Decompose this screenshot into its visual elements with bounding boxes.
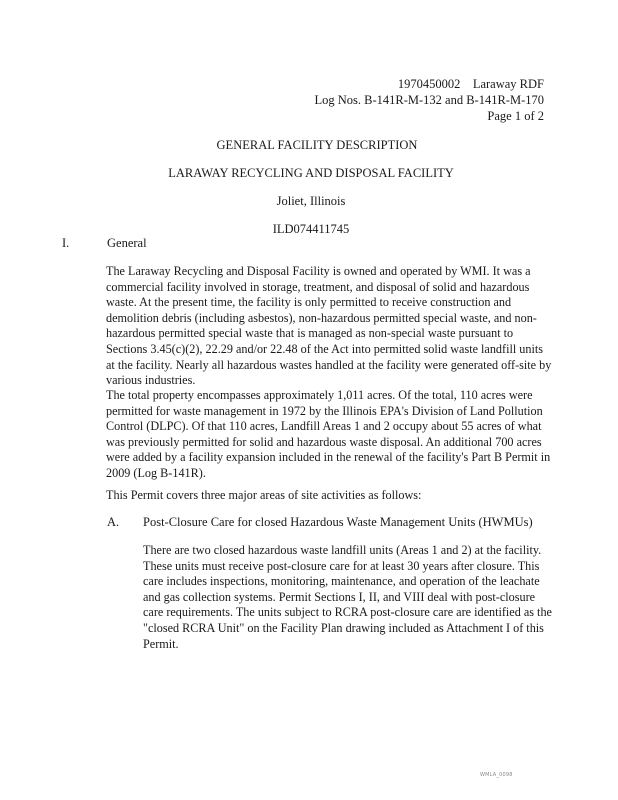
- paragraph-general-2: The total property encompasses approximately 1,011 acres. Of the total, 110 acres were permitted for waste management in 1972 by the Illinois EPA's Division of Land Pollution Control (DLPC). Of that 110 acres, Landfill Areas 1 and 2 occupy about 55 acres of what was previously permitted for solid and hazardous waste disposal. An additional 700 acres were added by a facility expansion included in the renewal of the facility's Part B Permit in 2009 (Log B-141R).: [106, 388, 551, 480]
- document-title: GENERAL FACILITY DESCRIPTION: [216, 138, 418, 152]
- paragraph-post-closure: There are two closed hazardous waste landfill units (Areas 1 and 2) at the facility. These units must receive post-closure care for at least 30 years after closure. This care includes inspections, monitoring, maintenance, and operation of the leachate and gas collection systems. Permit Sections I, II, and VIII deal with post-closure care requirements. The units subject to RCRA post-closure care are identified as the "closed RCRA Unit" on the Facility Plan drawing included as Attachment I of this Permit.: [143, 543, 552, 651]
- header-log-numbers: Log Nos. B-141R-M-132 and B-141R-M-170: [314, 93, 544, 107]
- facility-name: LARAWAY RECYCLING AND DISPOSAL FACILITY: [168, 166, 454, 180]
- header-facility-id: 1970450002 Laraway RDF: [397, 77, 544, 91]
- subsection-title: Post-Closure Care for closed Hazardous Waste Management Units (HWMUs): [143, 515, 533, 529]
- header-page-number: Page 1 of 2: [487, 109, 544, 123]
- subsection-number: A.: [107, 515, 120, 529]
- facility-epa-id: ILD074411745: [272, 222, 350, 236]
- paragraph-general-1: The Laraway Recycling and Disposal Facility is owned and operated by WMI. It was a commercial facility involved in storage, treatment, and disposal of solid and hazardous waste. At the present time, the facility is only permitted to receive construction and demolition debris (including asbestos), non-hazardous permitted special waste, and non-hazardous permitted special waste that is managed as non-special waste pursuant to Sections 3.45(c)(2), 22.29 and/or 22.48 of the Act into permitted solid waste landfill units at the facility. Nearly all hazardous wastes handled at the facility were generated off-site by various industries.: [106, 264, 552, 388]
- bates-stamp: WMLA_0098: [480, 772, 513, 778]
- section-title: General: [107, 236, 147, 250]
- section-number: I.: [62, 236, 70, 250]
- facility-location: Joliet, Illinois: [276, 194, 346, 208]
- paragraph-general-3: This Permit covers three major areas of site activities as follows:: [106, 488, 422, 502]
